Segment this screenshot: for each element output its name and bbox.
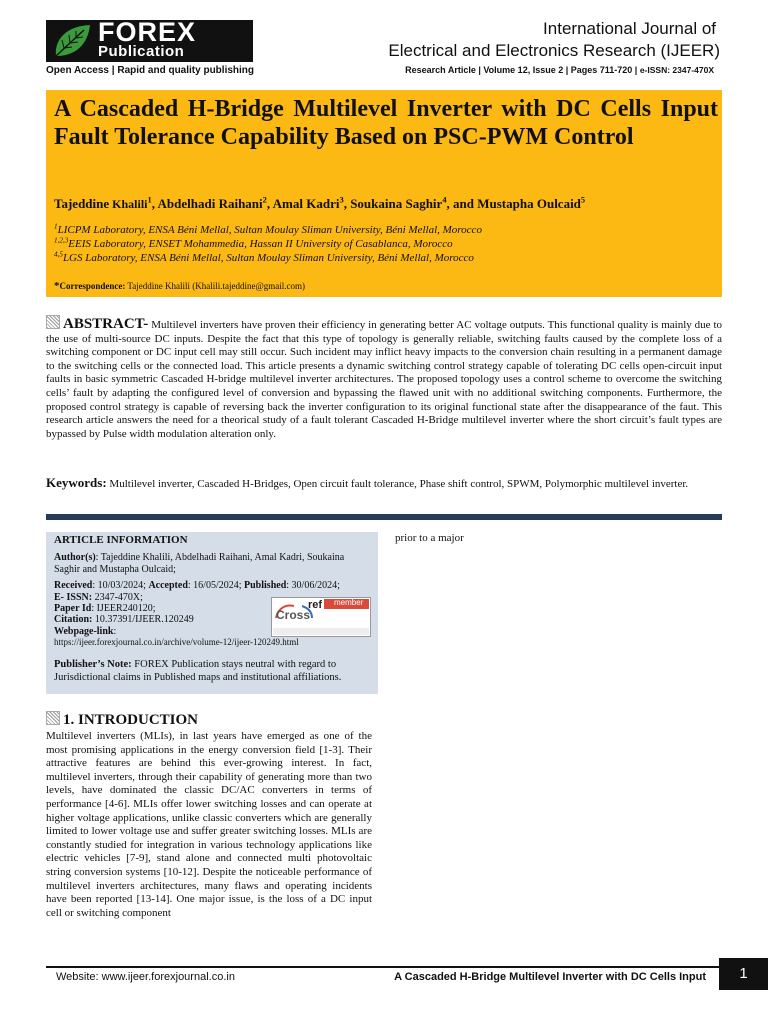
article-weblink-label — [54, 626, 116, 638]
section-divider — [46, 514, 722, 520]
article-paper-id — [54, 603, 156, 615]
section-heading-introduction — [46, 711, 198, 729]
author-name: Amal Kadri — [272, 196, 340, 211]
citation-value: 10.37391/IJEER.120249 — [92, 614, 194, 625]
column2-text: prior to a major — [395, 532, 464, 544]
crossref-ref: ref — [308, 599, 323, 611]
meta-text: Research Article | Volume 12, Issue 2 | Pages 711-720 | — [405, 65, 640, 75]
abstract-heading: ABSTRACT- — [63, 316, 149, 332]
article-weblink[interactable]: https://ijeer.forexjournal.co.in/archive/volume-12/ijeer-120249.html — [54, 637, 299, 647]
section-marker-icon — [46, 711, 60, 725]
author-sup: 5 — [580, 194, 586, 205]
author-name: Mustapha Oulcaid — [477, 196, 581, 211]
logo-word: FOREX — [98, 17, 197, 47]
keywords-heading: Keywords: — [46, 475, 107, 490]
affiliation-text: EEIS Laboratory, ENSET Mohammedia, Hassan II University of Casablanca, Morocco — [68, 238, 453, 250]
abstract — [46, 315, 722, 441]
leaf-icon — [50, 22, 94, 60]
affiliation-text: LGS Laboratory, ENSA Béni Mellal, Sultan Moulay Sliman University, Béni Mellal, Morocco — [62, 252, 474, 264]
paper-title: A Cascaded H-Bridge Multilevel Inverter with DC Cells Input Fault Tolerance Capability Based on PSC-PWM Control — [54, 96, 718, 150]
author-sup: 4 — [442, 194, 447, 205]
accepted-value: : 16/05/2024; — [187, 580, 245, 591]
journal-title-line1: International Journal of — [543, 19, 716, 38]
citation-label: Citation: — [54, 614, 93, 625]
affiliation-sup: 1,2,3 — [54, 236, 69, 245]
crossref-member-badge — [271, 597, 371, 637]
published-value: : 30/06/2024; — [286, 580, 340, 591]
article-citation — [54, 614, 194, 626]
note-text: FOREX Publication stays neutral with regard to Jurisdictional claims in Published maps and institutional affiliations. — [54, 659, 342, 683]
article-dates — [54, 580, 340, 592]
eissn-value: 2347-470X; — [92, 592, 143, 603]
publisher-note — [54, 658, 374, 684]
author-and: and — [453, 196, 474, 211]
paperid-label: Paper Id — [54, 603, 92, 614]
paperid-value: : IJEER240120; — [91, 603, 156, 614]
footer-running-title: A Cascaded H-Bridge Multilevel Inverter with DC Cells Input — [394, 971, 706, 983]
section-marker-icon — [46, 315, 60, 329]
affiliation-sup: 1 — [54, 222, 58, 231]
introduction-heading-text: 1. INTRODUCTION — [63, 712, 199, 728]
affiliation — [54, 237, 453, 251]
abstract-text: Multilevel inverters have proven their efficiency in generating better AC voltage outputs. This functional quality is mainly due to the use of multi-source DC inputs. Despite the fact that this type of topology is generally reliable, switching faults caused by the complete loss of a switching component or DC input cell may still occur. Such incident may inflict heavy impacts to the conversion chain resulting in a permanent damage to the switching cells or the connected load. This article presents a dynamic switching control strategy capable of tolerating DC cells open-circuit input faults in basic symmetric Cascaded H-bridge multilevel inverter architectures. The proposed topology uses a control scheme to overcome the switching cells’ fault by adapting the configured level of conversion and bypassing the flawed unit with no additional switching components. Furthermore, the proposed control strategy is capable of reversing back the inverter configuration to its original functional state after the disappearance of the faut. This research article answers the need for a theorical study of a fault tolerant Cascaded H-Bridge multilevel inverter where the short circuit’s fault types are bypassed by Pulse width modulation alteration only. — [46, 319, 722, 440]
weblink-label: Webpage-link — [54, 626, 114, 637]
article-info-authors — [54, 552, 372, 575]
author-sup: 1 — [147, 194, 152, 205]
affiliation — [54, 251, 474, 265]
weblink-colon: : — [113, 626, 117, 637]
article-meta — [405, 65, 714, 75]
article-info-heading: ARTICLE INFORMATION — [54, 534, 188, 546]
correspondence-label: Correspondence: — [59, 281, 126, 291]
tagline: Open Access | Rapid and quality publishing — [46, 65, 255, 76]
keywords-text: Multilevel inverter, Cascaded H-Bridges, Open circuit fault tolerance, Phase shift control, SPWM, Polymorphic multilevel inverter. — [106, 478, 689, 490]
received-value: : 10/03/2024; — [92, 580, 149, 591]
affiliation — [54, 223, 482, 237]
authors-label: Author(s) — [54, 552, 96, 563]
article-eissn — [54, 592, 143, 604]
keywords — [46, 476, 722, 491]
accepted-label: Accepted — [148, 580, 188, 591]
author-name: Soukaina Saghir — [350, 196, 443, 211]
correspondence-text: Tajeddine Khalili (Khalili.tajeddine@gmail.com) — [127, 281, 306, 291]
eissn-label: E- ISSN: — [54, 592, 93, 603]
author-sup: 3 — [339, 194, 344, 205]
introduction-body: Multilevel inverters (MLIs), in last years have emerged as one of the most promising applications in the energy conversion field [1-3]. Their attractive features are behind this ever-growing interest. In fact, multilevel inverters, through their capability of generating more than two levels, have dominated the classic DC/AC converters in terms of performance [4-6]. MLIs offer lower switching losses and can operate at higher voltage applications, unlike classic converters which are generally limited to lower voltage use and suffer greater switching losses. MLIs are constantly studied for integration in various technology applications like electric vehicles [7-9], stand alone and connected multi photovoltaic string conversion systems [10-12]. Despite the noticeable performance of multilevel inverters architectures, many flaws and operating incidents have been reported [13-14]. One major issue, is the loss of a DC input cell or switching component — [46, 730, 372, 919]
affiliation-sup: 4,5 — [54, 250, 63, 259]
received-label: Received — [54, 580, 93, 591]
author-list: Tajeddine Khalili$^1$, Abdelhadi Raihani$^2$, Amal Kadri$^3$, Soukaina Saghir$^4$, and Mustapha Oulcaid$^5$ — [54, 194, 586, 211]
authors-value: : Tajeddine Khalili, Abdelhadi Raihani, Amal Kadri, Soukaina Saghir and Mustapha Oulcaid; — [54, 552, 345, 575]
author-sup: 2 — [262, 194, 267, 205]
crossref-word: Cross — [276, 608, 311, 622]
crossref-member: member — [334, 598, 364, 607]
footer-website[interactable]: Website: www.ijeer.forexjournal.co.in — [56, 971, 235, 983]
meta-issn: e-ISSN: 2347-470X — [639, 65, 714, 75]
affiliation-text: LICPM Laboratory, ENSA Béni Mellal, Sultan Moulay Sliman University, Béni Mellal, Morocco — [57, 224, 482, 236]
author-name: Khalili — [109, 197, 148, 211]
author-name: Abdelhadi Raihani — [157, 196, 263, 211]
journal-title-line2: Electrical and Electronics Research (IJEER) — [388, 41, 720, 60]
logo-sub: Publication — [98, 43, 185, 60]
published-label: Published — [244, 580, 287, 591]
author-first-name: Tajeddine — [54, 196, 110, 211]
footer-rule — [46, 966, 720, 968]
page-number: 1 — [719, 958, 768, 990]
correspondence: *Correspondence: Tajeddine Khalili (Khalili.tajeddine@gmail.com) — [54, 280, 306, 292]
note-label: Publisher’s Note: — [54, 659, 132, 670]
